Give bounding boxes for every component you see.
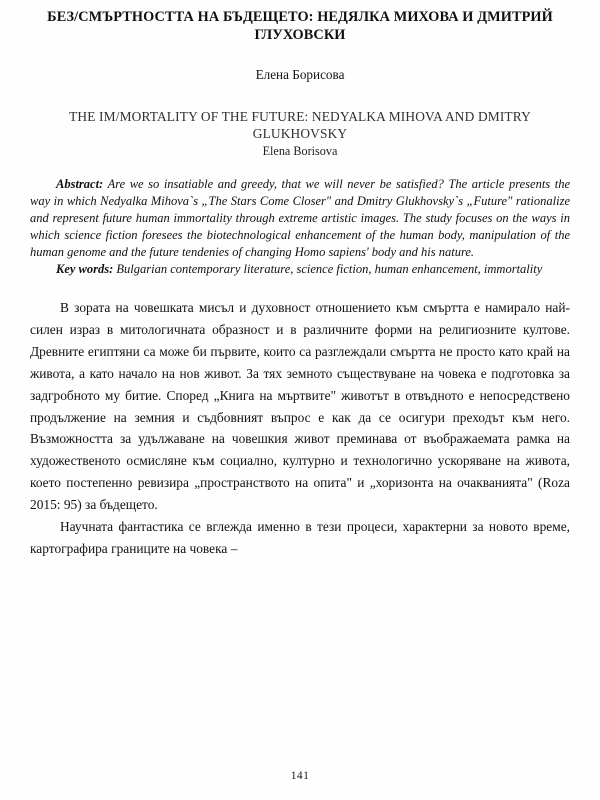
author-name-english: Elena Borisova xyxy=(262,143,338,158)
body-text xyxy=(30,297,570,559)
abstract-paragraph xyxy=(30,176,570,260)
keywords-paragraph xyxy=(30,261,570,278)
page-content xyxy=(30,0,570,559)
page-number: 141 xyxy=(290,769,310,782)
abstract-text: Are we so insatiable and greedy, that we will never be satisfied? The article presents the way in which Nedyalka Mihova`s „The Stars Come Closer" and Dmitry Glukhovsky`s „Future" rationalize and represent future human immortality through extreme artistic images. The study focuses on the ways in which science fiction foresees the biotechnological enhancement of the human body, manipulation of the human genome and the future tendenies of changing Homo sapiens' body and his nature. xyxy=(30,177,570,259)
page-title-bulgarian: БЕЗ/СМЪРТНОСТТА НА БЪДЕЩЕТО: НЕДЯЛКА МИХОВА И ДМИТРИЙ ГЛУХОВСКИ xyxy=(47,9,553,44)
author-name-bulgarian: Елена Борисова xyxy=(255,66,345,82)
page-title-english: THE IM/MORTALITY OF THE FUTURE: NEDYALKA MIHOVA AND DMITRY GLUKHOVSKY xyxy=(69,108,531,142)
abstract-section xyxy=(30,176,570,277)
body-paragraph-2: Научната фантастика се вглежда именно в тези процеси, характерни за новото време, картографира границите на човека – xyxy=(30,518,570,556)
keywords-text: Bulgarian contemporary literature, science fiction, human enhancement, immortality xyxy=(113,261,543,276)
abstract-label: Abstract: xyxy=(56,177,104,192)
body-paragraph-1: В зората на човешката мисъл и духовност отношението към смъртта е намирало най-силен израз в митологичната образност и в различните форми на религиозните култове. Древните египтяни са може би първите, които са разглеждали смъртта не просто като край на живота, а като начало на нов живот. За тях земното съществуване на човека е подготовка за задгробното му битие. Според „Книга на мъртвите" животът в отвъдното е непосредствено продължение на земния и съдбовният въпрос е как да се осигури преходът към него. Възможността за удължаване на човешкия живот преминава от въображаемата рамка на художественото осмисляне към социално, културно и технологично ускоряване на живота, което постепенно ревизира „пространството на опита" и „хоризонта на очакванията" (Roza 2015: 95) за бъдещето. xyxy=(30,300,570,512)
keywords-label: Key words: xyxy=(56,261,114,276)
